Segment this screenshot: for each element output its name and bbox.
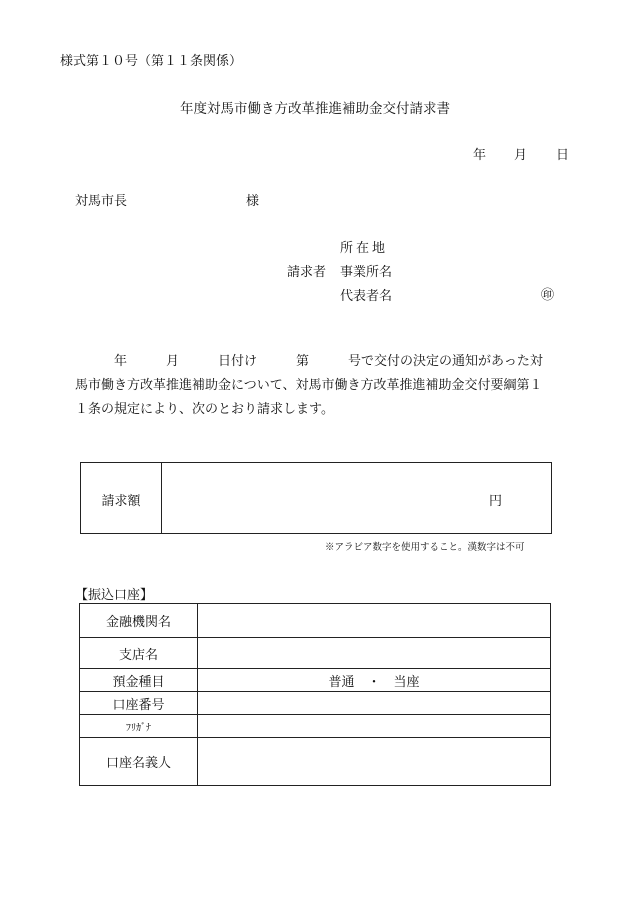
request-statement-line: 馬市働き方改革推進補助金について、対馬市働き方改革推進補助金交付要綱第１ [75, 378, 543, 393]
deposit-type-label: 預金種目 [80, 669, 198, 692]
date-year-label: 年 [473, 148, 487, 163]
branch-name-field [198, 638, 551, 669]
deposit-type-value: 普通 ・ 当座 [198, 669, 551, 692]
date-month-label: 月 [514, 148, 528, 163]
representative-label: 代表者名 [340, 289, 393, 304]
table-row [80, 715, 551, 738]
account-table [79, 603, 551, 786]
amount-box [80, 462, 552, 534]
addressee-name: 対馬市長 [75, 194, 128, 209]
account-number-label: 口座番号 [80, 692, 198, 715]
table-row [80, 692, 551, 715]
amount-note: ※アラビア数字を使用すること。漢数字は不可 [325, 542, 525, 553]
amount-unit: 円 [489, 494, 503, 509]
account-number-field [198, 692, 551, 715]
claimant-label: 請求者 [287, 265, 327, 280]
branch-name-label: 支店名 [80, 638, 198, 669]
table-row [80, 604, 551, 638]
table-row [80, 638, 551, 669]
form-number: 様式第１０号（第１１条関係） [60, 54, 243, 69]
amount-label-cell [81, 463, 162, 533]
furigana-field [198, 715, 551, 738]
account-heading: 【振込口座】 [75, 588, 154, 603]
bank-name-label: 金融機関名 [80, 604, 198, 638]
date-day-label: 日 [556, 148, 570, 163]
bank-name-field [198, 604, 551, 638]
address-label: 所在地 [340, 241, 389, 256]
office-name-label: 事業所名 [340, 265, 393, 280]
request-statement-line: 年 月 日付け 第 号で交付の決定の通知があった対 [75, 354, 543, 369]
furigana-label: ﾌﾘｶﾞﾅ [80, 715, 198, 738]
table-row [80, 738, 551, 786]
document-title: 年度対馬市働き方改革推進補助金交付請求書 [180, 101, 450, 117]
account-holder-label: 口座名義人 [80, 738, 198, 786]
account-holder-field [198, 738, 551, 786]
request-statement [75, 350, 555, 422]
request-statement-line: １条の規定により、次のとおり請求します。 [75, 402, 334, 417]
seal-mark: ㊞ [541, 288, 555, 303]
amount-label: 請求額 [101, 494, 141, 509]
table-row [80, 669, 551, 692]
addressee-honorific: 様 [246, 194, 260, 209]
